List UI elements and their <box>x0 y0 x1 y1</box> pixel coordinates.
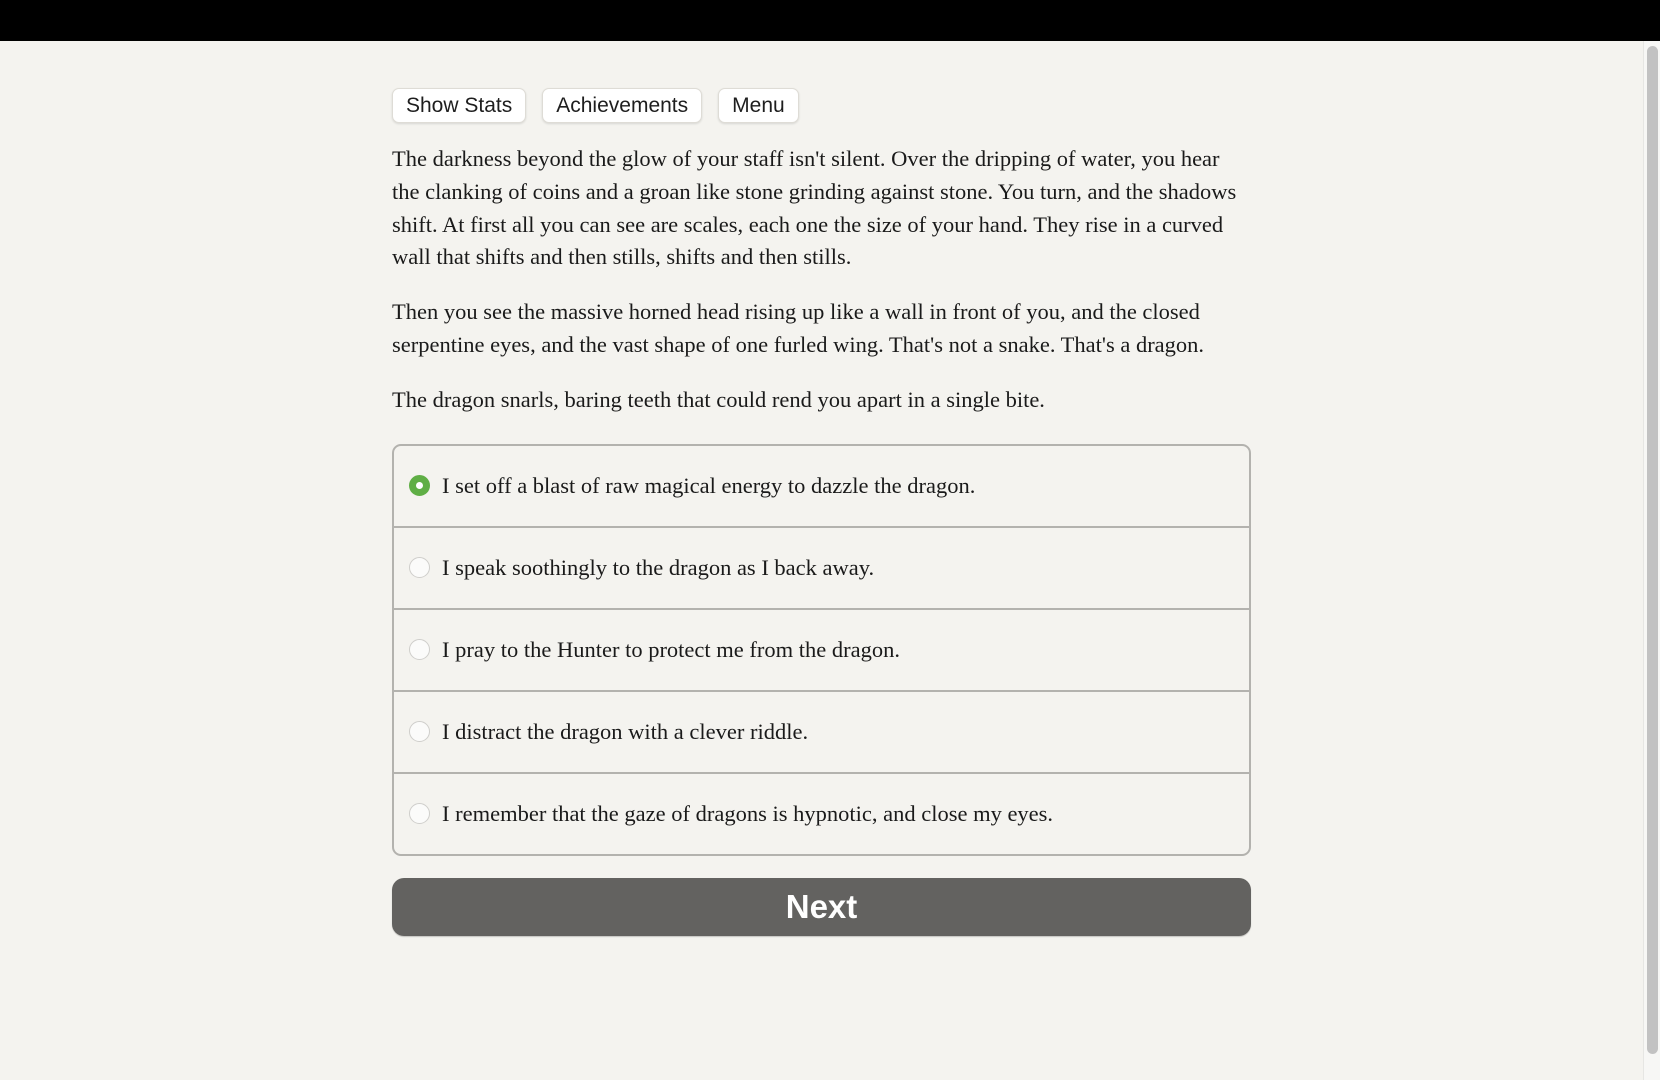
achievements-button[interactable]: Achievements <box>542 88 702 123</box>
choice-label: I speak soothingly to the dragon as I back away. <box>442 554 875 580</box>
game-content <box>392 88 1251 936</box>
next-button[interactable]: Next <box>392 878 1251 936</box>
vertical-scrollbar[interactable] <box>1643 41 1660 1080</box>
choice-label: I remember that the gaze of dragons is hypnotic, and close my eyes. <box>442 800 1054 826</box>
choice-list <box>392 444 1251 856</box>
radio-unselected-icon[interactable] <box>409 721 430 742</box>
story-paragraph: The darkness beyond the glow of your staff isn't silent. Over the dripping of water, you hear the clanking of coins and a groan like stone grinding against stone. You turn, and the shadows shift. At first all you can see are scales, each one the size of your hand. They rise in a curved wall that shifts and then stills, shifts and then stills. <box>392 146 1237 270</box>
show-stats-button[interactable]: Show Stats <box>392 88 526 123</box>
story-paragraph: Then you see the massive horned head rising up like a wall in front of you, and the closed serpentine eyes, and the vast shape of one furled wing. That's not a snake. That's a dragon. <box>392 299 1205 357</box>
choice-option-4[interactable] <box>394 690 1249 772</box>
menu-button[interactable]: Menu <box>718 88 799 123</box>
radio-unselected-icon[interactable] <box>409 557 430 578</box>
choice-label: I distract the dragon with a clever riddle. <box>442 718 809 744</box>
scrollbar-thumb[interactable] <box>1647 46 1658 1054</box>
choice-label: I pray to the Hunter to protect me from the dragon. <box>442 636 900 662</box>
radio-unselected-icon[interactable] <box>409 803 430 824</box>
story-text <box>392 143 1251 417</box>
choice-option-5[interactable] <box>394 772 1249 854</box>
choice-label: I set off a blast of raw magical energy to dazzle the dragon. <box>442 472 976 498</box>
window-top-bar <box>0 0 1660 41</box>
radio-unselected-icon[interactable] <box>409 639 430 660</box>
radio-selected-icon[interactable] <box>409 475 430 496</box>
toolbar <box>392 88 1251 123</box>
choice-option-2[interactable] <box>394 526 1249 608</box>
choice-option-1[interactable] <box>394 446 1249 526</box>
choice-option-3[interactable] <box>394 608 1249 690</box>
story-paragraph: The dragon snarls, baring teeth that could rend you apart in a single bite. <box>392 386 1045 412</box>
